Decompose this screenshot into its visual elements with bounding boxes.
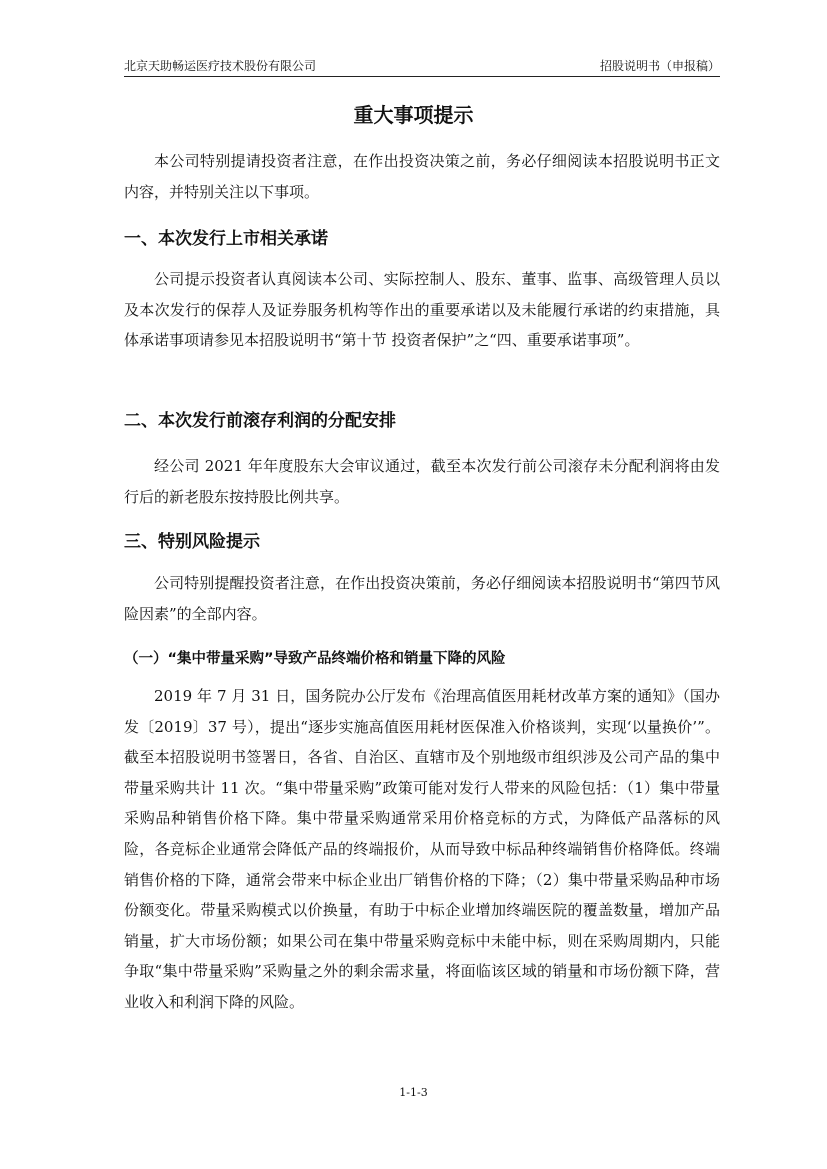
page-number: 1-1-3 xyxy=(399,1086,428,1099)
section-body-3: 公司特别提醒投资者注意，在作出投资决策前，务必仔细阅读本招股说明书“第四节风险因素”的全部内容。 xyxy=(124,574,720,623)
section-heading-2: 二、本次发行前滚存利润的分配安排 xyxy=(124,411,396,431)
section-body-2: 经公司 2021 年年度股东大会审议通过，截至本次发行前公司滚存未分配利润将由发行后的新老股东按持股比例共享。 xyxy=(124,457,720,506)
page-title: 重大事项提示 xyxy=(353,103,474,127)
intro-paragraph: 本公司特别提请投资者注意，在作出投资决策之前，务必仔细阅读本招股说明书正文内容，并特别关注以下事项。 xyxy=(124,152,720,201)
page-header xyxy=(124,56,720,77)
section-body-1: 公司提示投资者认真阅读本公司、实际控制人、股东、董事、监事、高级管理人员以及本次发行的保荐人及证券服务机构等作出的重要承诺以及未能履行承诺的约束措施，具体承诺事项请参见本招股说明书“第十节 投资者保护”之“四、重要承诺事项”。 xyxy=(124,270,720,350)
subsection-body: 2019 年 7 月 31 日，国务院办公厅发布《治理高值医用耗材改革方案的通知》（国办发〔2019〕37 号），提出“逐步实施高值医用耗材医保准入价格谈判，实现‘以量换价’”。截至本招股说明书签署日，各省、自治区、直辖市及个别地级市组织涉及公司产品的集中带量采购共计 11 次。“集中带量采购”政策可能对发行人带来的风险包括：（1）集中带量采购品种销售价格下降。集中带量采购通常采用价格竞标的方式，为降低产品落标的风险，各竞标企业通常会降低产品的终端报价，从而导致中标品种终端销售价格降低。终端销售价格的下降，通常会带来中标企业出厂销售价格的下降；（2）集中带量采购品种市场份额变化。带量采购模式以价换量，有助于中标企业增加终端医院的覆盖数量，增加产品销量，扩大市场份额；如果公司在集中带量采购竞标中未能中标，则在采购周期内，只能争取“集中带量采购”采购量之外的剩余需求量，将面临该区域的销量和市场份额下降，营业收入和利润下降的风险。 xyxy=(124,687,720,1011)
header-doc-type: 招股说明书（申报稿） xyxy=(599,59,720,73)
header-company: 北京天助畅运医疗技术股份有限公司 xyxy=(124,59,317,73)
subsection-heading: （一）“集中带量采购”导致产品终端价格和销量下降的风险 xyxy=(124,651,506,667)
section-heading-1: 一、本次发行上市相关承诺 xyxy=(124,229,328,249)
section-heading-3: 三、特别风险提示 xyxy=(124,532,260,552)
